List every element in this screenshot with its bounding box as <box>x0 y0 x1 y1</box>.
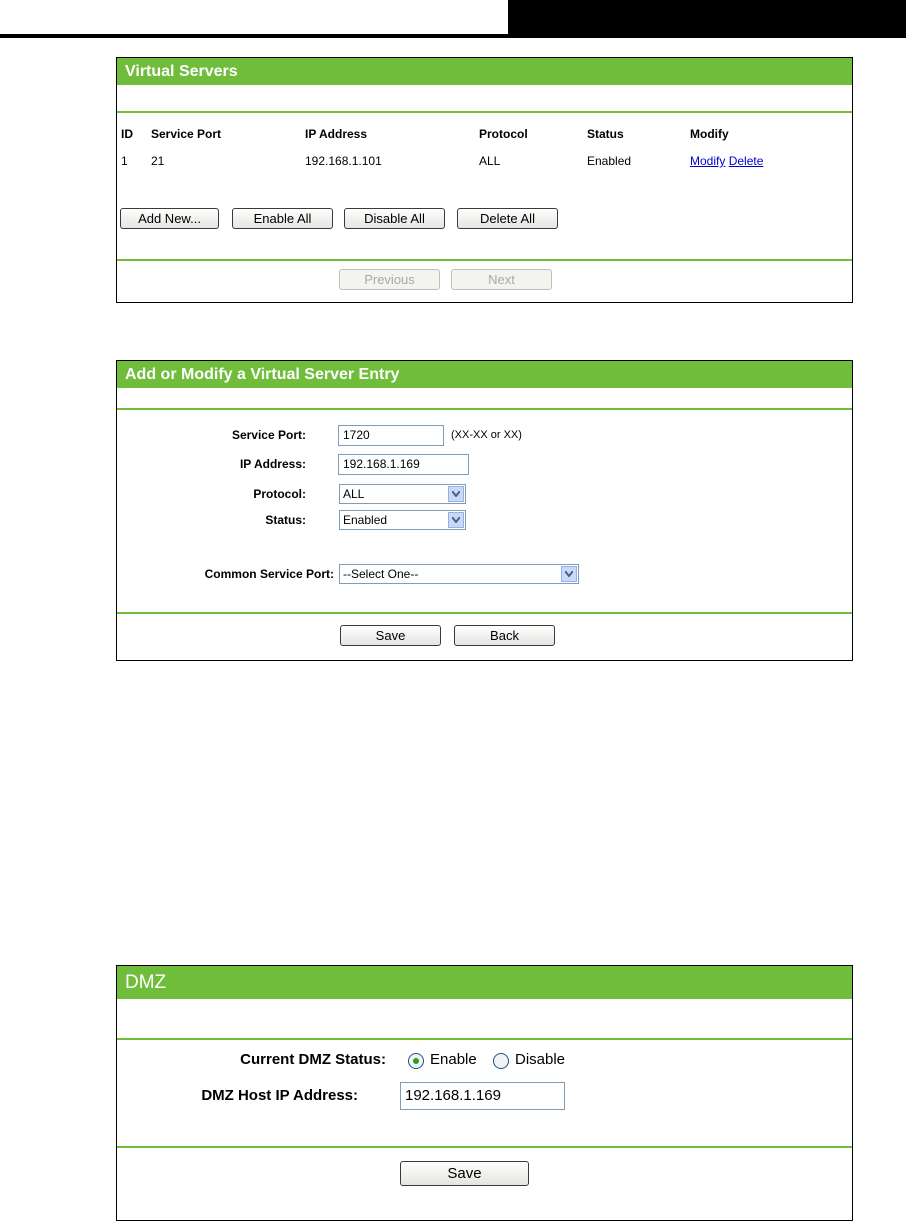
status-value: Enabled <box>343 513 388 527</box>
service-port-label: Service Port: <box>231 428 306 442</box>
modify-link[interactable]: Modify <box>690 154 726 168</box>
add-new-button[interactable]: Add New... <box>120 208 219 229</box>
status-select[interactable] <box>339 510 466 530</box>
disable-option-label[interactable]: Disable <box>515 1051 566 1068</box>
current-dmz-status-label: Current DMZ Status: <box>240 1051 386 1068</box>
radio-unselected-icon[interactable] <box>493 1053 509 1069</box>
chevron-down-icon <box>561 566 577 582</box>
col-header-protocol: Protocol <box>479 127 528 141</box>
protocol-label: Protocol: <box>253 487 306 501</box>
col-header-service-port: Service Port <box>151 127 222 141</box>
common-service-port-value: --Select One-- <box>343 567 419 581</box>
col-header-status: Status <box>587 127 624 141</box>
protocol-value: ALL <box>343 487 365 501</box>
row-actions <box>690 154 763 168</box>
col-header-id: ID <box>121 127 133 141</box>
save-button[interactable]: Save <box>400 1161 529 1186</box>
divider <box>117 612 852 614</box>
next-button[interactable]: Next <box>451 269 552 290</box>
col-header-ip-address: IP Address <box>305 127 368 141</box>
virtual-server-entry-panel <box>116 360 853 661</box>
divider <box>117 111 852 113</box>
status-label: Status: <box>265 513 306 527</box>
divider <box>117 259 852 261</box>
enable-option-label[interactable]: Enable <box>430 1051 477 1068</box>
row-protocol: ALL <box>479 154 501 168</box>
page-header-block <box>508 0 906 38</box>
radio-selected-icon[interactable] <box>408 1053 424 1069</box>
ip-address-label: IP Address: <box>239 457 306 471</box>
virtual-servers-panel <box>116 57 853 303</box>
divider <box>117 408 852 410</box>
dmz-host-ip-input[interactable]: 192.168.1.169 <box>400 1082 565 1110</box>
dmz-title: DMZ <box>117 966 852 999</box>
enable-all-button[interactable]: Enable All <box>232 208 333 229</box>
chevron-down-icon <box>448 512 464 528</box>
chevron-down-icon <box>448 486 464 502</box>
virtual-servers-title: Virtual Servers <box>117 58 852 85</box>
common-service-port-label: Common Service Port: <box>204 567 334 581</box>
row-ip-address: 192.168.1.101 <box>305 154 382 168</box>
protocol-select[interactable] <box>339 484 466 504</box>
common-service-port-select[interactable] <box>339 564 579 584</box>
divider <box>117 1038 852 1040</box>
dmz-host-ip-label: DMZ Host IP Address: <box>201 1087 358 1104</box>
dmz-panel <box>116 965 853 1221</box>
disable-all-button[interactable]: Disable All <box>344 208 445 229</box>
previous-button[interactable]: Previous <box>339 269 440 290</box>
ip-address-input[interactable]: 192.168.1.169 <box>338 454 469 475</box>
service-port-hint: (XX-XX or XX) <box>451 429 522 441</box>
delete-all-button[interactable]: Delete All <box>457 208 558 229</box>
col-header-modify: Modify <box>690 127 729 141</box>
row-status: Enabled <box>587 154 632 168</box>
entry-title: Add or Modify a Virtual Server Entry <box>117 361 852 388</box>
row-service-port: 21 <box>151 154 165 168</box>
save-button[interactable]: Save <box>340 625 441 646</box>
delete-link[interactable]: Delete <box>728 154 764 168</box>
back-button[interactable]: Back <box>454 625 555 646</box>
service-port-input[interactable]: 1720 <box>338 425 444 446</box>
divider <box>117 1146 852 1148</box>
row-id: 1 <box>121 154 128 168</box>
